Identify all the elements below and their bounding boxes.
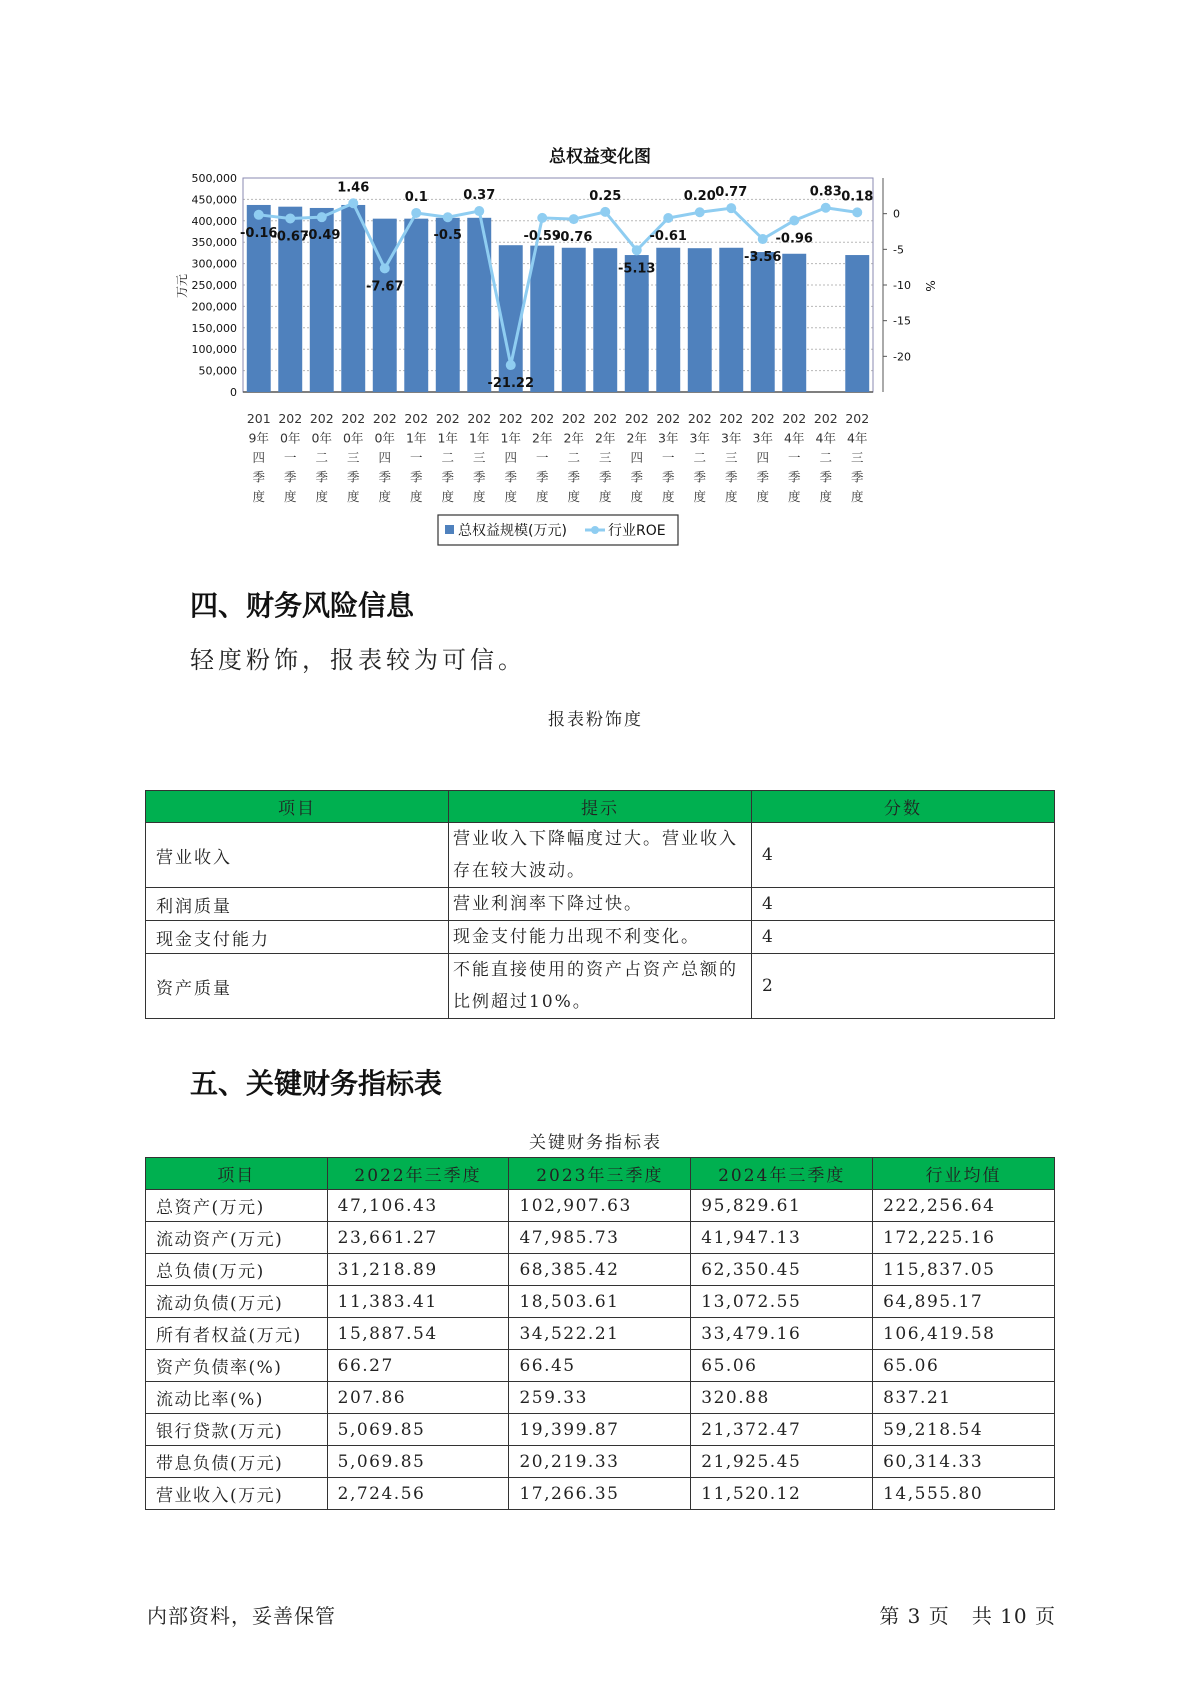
- x-category-label: 0年: [280, 430, 301, 446]
- table-row: [146, 823, 1055, 888]
- x-category-label: 一: [409, 450, 423, 465]
- footer-confidential: 内部资料，妥善保管: [147, 1604, 336, 1628]
- risk-tip: 现金支付能力出现不利变化。: [449, 921, 752, 954]
- kpi-value: 13,072.55: [691, 1286, 873, 1318]
- x-category-label: 202: [309, 411, 334, 426]
- roe-point: [852, 207, 862, 217]
- right-axis-label: %: [923, 280, 937, 292]
- roe-data-label: 0.18: [841, 189, 874, 205]
- bar: [593, 248, 617, 392]
- kpi-value: 222,256.64: [873, 1190, 1055, 1222]
- legend-line-label: 行业ROE: [608, 523, 666, 539]
- risk-tip: 营业收入下降幅度过大。营业收入存在较大波动。: [449, 823, 752, 888]
- x-category-label: 季: [409, 469, 423, 485]
- kpi-value: 31,218.89: [327, 1254, 509, 1286]
- table-row: [146, 921, 1055, 954]
- kpi-value: 64,895.17: [873, 1286, 1055, 1318]
- header-score: 分数: [752, 791, 1055, 823]
- x-category-label: 度: [850, 489, 864, 504]
- roe-point: [411, 208, 421, 218]
- x-category-labels: [247, 411, 869, 504]
- x-category-label: 季: [283, 469, 297, 485]
- roe-point: [317, 212, 327, 222]
- x-category-label: 一: [661, 450, 675, 465]
- x-category-label: 202: [593, 411, 618, 426]
- left-tick-label: 350,000: [191, 236, 237, 250]
- roe-point: [569, 214, 579, 224]
- left-tick-label: 450,000: [191, 193, 237, 207]
- kpi-value: 65.06: [691, 1350, 873, 1382]
- risk-item: 利润质量: [146, 888, 449, 921]
- kpi-value: 20,219.33: [509, 1446, 691, 1478]
- roe-point: [695, 207, 705, 217]
- kpi-item: 营业收入(万元): [146, 1478, 328, 1510]
- table-row: [146, 1190, 1055, 1222]
- x-category-label: 季: [346, 469, 360, 485]
- roe-point: [537, 213, 547, 223]
- kpi-value: 5,069.85: [327, 1414, 509, 1446]
- x-category-label: 三: [346, 450, 360, 465]
- x-category-label: 度: [724, 489, 738, 504]
- x-category-label: 一: [283, 450, 297, 465]
- x-category-label: 度: [346, 489, 360, 504]
- risk-score: 4: [752, 823, 1055, 888]
- left-axis-label: 万元: [175, 273, 189, 299]
- x-category-label: 三: [850, 450, 864, 465]
- right-tick-label: -15: [893, 314, 911, 328]
- risk-score: 4: [752, 888, 1055, 921]
- x-category-label: 四: [756, 450, 770, 465]
- kpi-item: 总资产(万元): [146, 1190, 328, 1222]
- bar: [530, 246, 554, 392]
- x-category-label: 0年: [311, 430, 332, 446]
- x-category-label: 度: [283, 489, 297, 504]
- x-category-label: 度: [756, 489, 770, 504]
- header-2024q3: 2024年三季度: [691, 1158, 873, 1190]
- x-category-label: 2年: [563, 430, 584, 446]
- bar: [845, 255, 869, 392]
- x-category-label: 202: [719, 411, 744, 426]
- x-category-label: 三: [724, 450, 738, 465]
- right-tick-label: -20: [893, 350, 911, 364]
- x-category-label: 二: [567, 450, 581, 465]
- table-row: [146, 1254, 1055, 1286]
- roe-data-label: 0.77: [715, 185, 748, 201]
- legend-bar-swatch: [445, 525, 454, 534]
- x-category-label: 2年: [532, 430, 553, 446]
- header-2022q3: 2022年三季度: [327, 1158, 509, 1190]
- x-category-label: 二: [441, 450, 455, 465]
- x-category-label: 202: [467, 411, 492, 426]
- left-tick-label: 250,000: [191, 279, 237, 292]
- left-tick-label: 400,000: [191, 214, 237, 228]
- section4-summary: 轻度粉饰，报表较为可信。: [190, 646, 526, 674]
- x-category-label: 度: [630, 489, 644, 504]
- x-category-label: 季: [315, 469, 329, 485]
- roe-data-label: -7.67: [366, 279, 404, 295]
- kpi-value: 66.27: [327, 1350, 509, 1382]
- x-category-label: 202: [813, 411, 838, 426]
- kpi-value: 33,479.16: [691, 1318, 873, 1350]
- table-row: [146, 1414, 1055, 1446]
- x-category-label: 季: [819, 469, 833, 485]
- x-category-label: 4年: [784, 430, 805, 446]
- x-category-label: 四: [630, 450, 644, 465]
- x-category-label: 202: [530, 411, 555, 426]
- x-category-label: 季: [850, 469, 864, 485]
- kpi-item: 总负债(万元): [146, 1254, 328, 1286]
- kpi-value: 259.33: [509, 1382, 691, 1414]
- kpi-item: 资产负债率(%): [146, 1350, 328, 1382]
- bar: [404, 219, 428, 392]
- x-category-label: 度: [661, 489, 675, 504]
- kpi-value: 19,399.87: [509, 1414, 691, 1446]
- chart-title: 总权益变化图: [549, 147, 651, 167]
- kpi-value: 68,385.42: [509, 1254, 691, 1286]
- risk-table-caption: 报表粉饰度: [548, 710, 643, 730]
- x-category-label: 度: [472, 489, 486, 504]
- kpi-value: 11,520.12: [691, 1478, 873, 1510]
- x-category-label: 度: [409, 489, 423, 504]
- table-row: [146, 888, 1055, 921]
- header-item: 项目: [146, 791, 449, 823]
- kpi-value: 837.21: [873, 1382, 1055, 1414]
- table-row: [146, 1222, 1055, 1254]
- bar: [467, 218, 491, 392]
- x-category-label: 3年: [721, 430, 742, 446]
- kpi-value: 21,925.45: [691, 1446, 873, 1478]
- section4-heading: 四、财务风险信息: [190, 589, 415, 622]
- header-item: 项目: [146, 1158, 328, 1190]
- x-category-label: 1年: [469, 430, 490, 446]
- risk-item: 现金支付能力: [146, 921, 449, 954]
- kpi-value: 47,106.43: [327, 1190, 509, 1222]
- header-industry-avg: 行业均值: [873, 1158, 1055, 1190]
- x-category-label: 季: [598, 469, 612, 485]
- bar: [751, 252, 775, 392]
- x-category-label: 三: [472, 450, 486, 465]
- kpi-value: 95,829.61: [691, 1190, 873, 1222]
- x-category-label: 3年: [689, 430, 710, 446]
- legend-bar-label: 总权益规模(万元): [458, 523, 567, 539]
- kpi-item: 流动比率(%): [146, 1382, 328, 1414]
- kpi-value: 115,837.05: [873, 1254, 1055, 1286]
- left-tick-label: 50,000: [198, 364, 237, 378]
- bar: [719, 248, 743, 392]
- kpi-value: 62,350.45: [691, 1254, 873, 1286]
- kpi-value: 60,314.33: [873, 1446, 1055, 1478]
- table-row: [146, 1382, 1055, 1414]
- roe-data-label: -0.67: [271, 229, 309, 245]
- header-tip: 提示: [449, 791, 752, 823]
- right-tick-label: -10: [893, 279, 911, 292]
- x-category-label: 202: [656, 411, 681, 426]
- roe-point: [821, 203, 831, 213]
- x-category-label: 202: [782, 411, 807, 426]
- kpi-table: [145, 1157, 1055, 1510]
- x-category-label: 202: [435, 411, 460, 426]
- table-row: [146, 1318, 1055, 1350]
- x-category-label: 度: [252, 489, 266, 504]
- roe-point: [348, 198, 358, 208]
- x-category-label: 季: [756, 469, 770, 485]
- x-category-label: 度: [315, 489, 329, 504]
- x-category-label: 1年: [437, 430, 458, 446]
- x-category-label: 1年: [500, 430, 521, 446]
- x-category-label: 3年: [752, 430, 773, 446]
- footer-page-number: 第 3 页 共 10 页: [879, 1604, 1056, 1628]
- kpi-value: 14,555.80: [873, 1478, 1055, 1510]
- roe-point: [254, 210, 264, 220]
- x-category-label: 季: [630, 469, 644, 485]
- bar: [562, 248, 586, 392]
- x-category-label: 1年: [406, 430, 427, 446]
- roe-point: [726, 203, 736, 213]
- x-category-label: 度: [535, 489, 549, 504]
- left-tick-label: 100,000: [191, 343, 237, 357]
- x-category-label: 度: [441, 489, 455, 504]
- roe-data-label: 0.25: [589, 188, 622, 204]
- x-category-label: 4年: [847, 430, 868, 446]
- x-category-label: 2年: [626, 430, 647, 446]
- roe-data-label: -0.5: [433, 228, 462, 244]
- kpi-item: 银行贷款(万元): [146, 1414, 328, 1446]
- x-category-label: 季: [567, 469, 581, 485]
- x-category-label: 202: [624, 411, 649, 426]
- left-tick-label: 0: [230, 386, 237, 399]
- kpi-value: 66.45: [509, 1350, 691, 1382]
- kpi-value: 102,907.63: [509, 1190, 691, 1222]
- x-category-label: 度: [819, 489, 833, 504]
- bar: [782, 254, 806, 392]
- x-category-label: 202: [278, 411, 303, 426]
- x-category-label: 二: [693, 450, 707, 465]
- x-category-label: 季: [504, 469, 518, 485]
- bar: [341, 205, 365, 392]
- risk-tip: 营业利润率下降过快。: [449, 888, 752, 921]
- roe-data-label: -3.56: [744, 250, 782, 266]
- roe-data-label: 0.37: [463, 188, 496, 204]
- chart-legend: [438, 515, 678, 545]
- x-category-label: 2年: [595, 430, 616, 446]
- kpi-table-body: [146, 1190, 1055, 1510]
- kpi-item: 流动负债(万元): [146, 1286, 328, 1318]
- roe-data-label: -5.13: [618, 261, 656, 277]
- roe-point: [474, 206, 484, 216]
- left-tick-label: 150,000: [191, 321, 237, 335]
- kpi-table-header: [146, 1158, 1055, 1190]
- right-tick-label: 0: [893, 207, 900, 221]
- risk-table-header: [146, 791, 1055, 823]
- header-2023q3: 2023年三季度: [509, 1158, 691, 1190]
- table-row: [146, 1446, 1055, 1478]
- right-tick-label: -5: [893, 243, 904, 257]
- kpi-value: 23,661.27: [327, 1222, 509, 1254]
- kpi-item: 所有者权益(万元): [146, 1318, 328, 1350]
- legend-line-marker: [591, 526, 599, 534]
- bar: [656, 248, 680, 392]
- risk-tip: 不能直接使用的资产占资产总额的比例超过10%。: [449, 954, 752, 1019]
- roe-data-label: -0.59: [523, 228, 561, 244]
- x-category-label: 二: [819, 450, 833, 465]
- x-category-label: 202: [372, 411, 397, 426]
- roe-data-label: 0.20: [683, 189, 716, 205]
- x-category-label: 4年: [815, 430, 836, 446]
- x-category-label: 202: [845, 411, 870, 426]
- x-category-label: 202: [561, 411, 586, 426]
- x-category-label: 0年: [374, 430, 395, 446]
- bar: [688, 248, 712, 392]
- x-category-label: 三: [598, 450, 612, 465]
- x-category-label: 季: [378, 469, 392, 485]
- x-category-label: 度: [378, 489, 392, 504]
- roe-point: [285, 213, 295, 223]
- kpi-value: 106,419.58: [873, 1318, 1055, 1350]
- kpi-value: 34,522.21: [509, 1318, 691, 1350]
- risk-score: 2: [752, 954, 1055, 1019]
- kpi-item: 带息负债(万元): [146, 1446, 328, 1478]
- roe-data-label: 1.46: [337, 180, 370, 196]
- roe-data-label: -0.76: [555, 230, 593, 246]
- risk-score: 4: [752, 921, 1055, 954]
- x-category-label: 季: [441, 469, 455, 485]
- kpi-table-caption: 关键财务指标表: [529, 1133, 662, 1153]
- roe-data-label: -0.16: [240, 225, 278, 241]
- kpi-value: 2,724.56: [327, 1478, 509, 1510]
- roe-data-label: -21.22: [487, 376, 535, 392]
- kpi-value: 320.88: [691, 1382, 873, 1414]
- x-category-label: 202: [404, 411, 429, 426]
- roe-data-label: -0.96: [775, 231, 813, 247]
- x-category-label: 9年: [248, 430, 269, 446]
- bar: [373, 219, 397, 392]
- x-category-label: 202: [498, 411, 523, 426]
- kpi-value: 59,218.54: [873, 1414, 1055, 1446]
- table-row: [146, 1286, 1055, 1318]
- x-category-label: 季: [693, 469, 707, 485]
- left-tick-label: 200,000: [191, 300, 237, 314]
- roe-data-label: -0.49: [303, 228, 341, 244]
- x-category-label: 201: [246, 411, 271, 426]
- x-category-label: 度: [787, 489, 801, 504]
- roe-point: [600, 207, 610, 217]
- kpi-value: 17,266.35: [509, 1478, 691, 1510]
- left-tick-label: 300,000: [191, 257, 237, 271]
- x-category-label: 3年: [658, 430, 679, 446]
- table-row: [146, 954, 1055, 1019]
- kpi-value: 207.86: [327, 1382, 509, 1414]
- x-category-label: 一: [787, 450, 801, 465]
- kpi-value: 21,372.47: [691, 1414, 873, 1446]
- roe-data-label: -0.61: [649, 229, 687, 245]
- kpi-value: 65.06: [873, 1350, 1055, 1382]
- x-category-label: 度: [567, 489, 581, 504]
- kpi-item: 流动资产(万元): [146, 1222, 328, 1254]
- x-category-label: 202: [750, 411, 775, 426]
- roe-point: [380, 263, 390, 273]
- x-category-label: 202: [687, 411, 712, 426]
- roe-point: [789, 216, 799, 226]
- x-category-label: 四: [252, 450, 266, 465]
- x-category-label: 四: [504, 450, 518, 465]
- equity-change-chart: [175, 140, 1020, 590]
- kpi-value: 11,383.41: [327, 1286, 509, 1318]
- x-category-label: 度: [598, 489, 612, 504]
- x-category-label: 二: [315, 450, 329, 465]
- kpi-value: 172,225.16: [873, 1222, 1055, 1254]
- x-category-label: 季: [252, 469, 266, 485]
- x-category-label: 0年: [343, 430, 364, 446]
- roe-data-label: 0.83: [809, 184, 842, 200]
- x-category-label: 季: [787, 469, 801, 485]
- risk-item: 资产质量: [146, 954, 449, 1019]
- roe-point: [663, 213, 673, 223]
- bar: [433, 218, 462, 392]
- x-category-label: 季: [535, 469, 549, 485]
- x-category-label: 季: [724, 469, 738, 485]
- x-category-label: 度: [504, 489, 518, 504]
- kpi-value: 47,985.73: [509, 1222, 691, 1254]
- table-row: [146, 1350, 1055, 1382]
- kpi-value: 15,887.54: [327, 1318, 509, 1350]
- roe-point: [443, 212, 453, 222]
- risk-item: 营业收入: [146, 823, 449, 888]
- x-category-label: 季: [661, 469, 675, 485]
- kpi-value: 41,947.13: [691, 1222, 873, 1254]
- x-category-label: 度: [693, 489, 707, 504]
- roe-point: [758, 234, 768, 244]
- kpi-value: 18,503.61: [509, 1286, 691, 1318]
- section5-heading: 五、关键财务指标表: [190, 1067, 443, 1100]
- x-category-label: 一: [535, 450, 549, 465]
- roe-point: [632, 245, 642, 255]
- risk-table: [145, 790, 1055, 1019]
- x-category-label: 季: [472, 469, 486, 485]
- table-row: [146, 1478, 1055, 1510]
- left-tick-label: 500,000: [191, 172, 237, 185]
- x-category-label: 四: [378, 450, 392, 465]
- roe-data-label: 0.1: [404, 189, 428, 205]
- kpi-value: 5,069.85: [327, 1446, 509, 1478]
- roe-point: [506, 360, 516, 370]
- x-category-label: 202: [341, 411, 366, 426]
